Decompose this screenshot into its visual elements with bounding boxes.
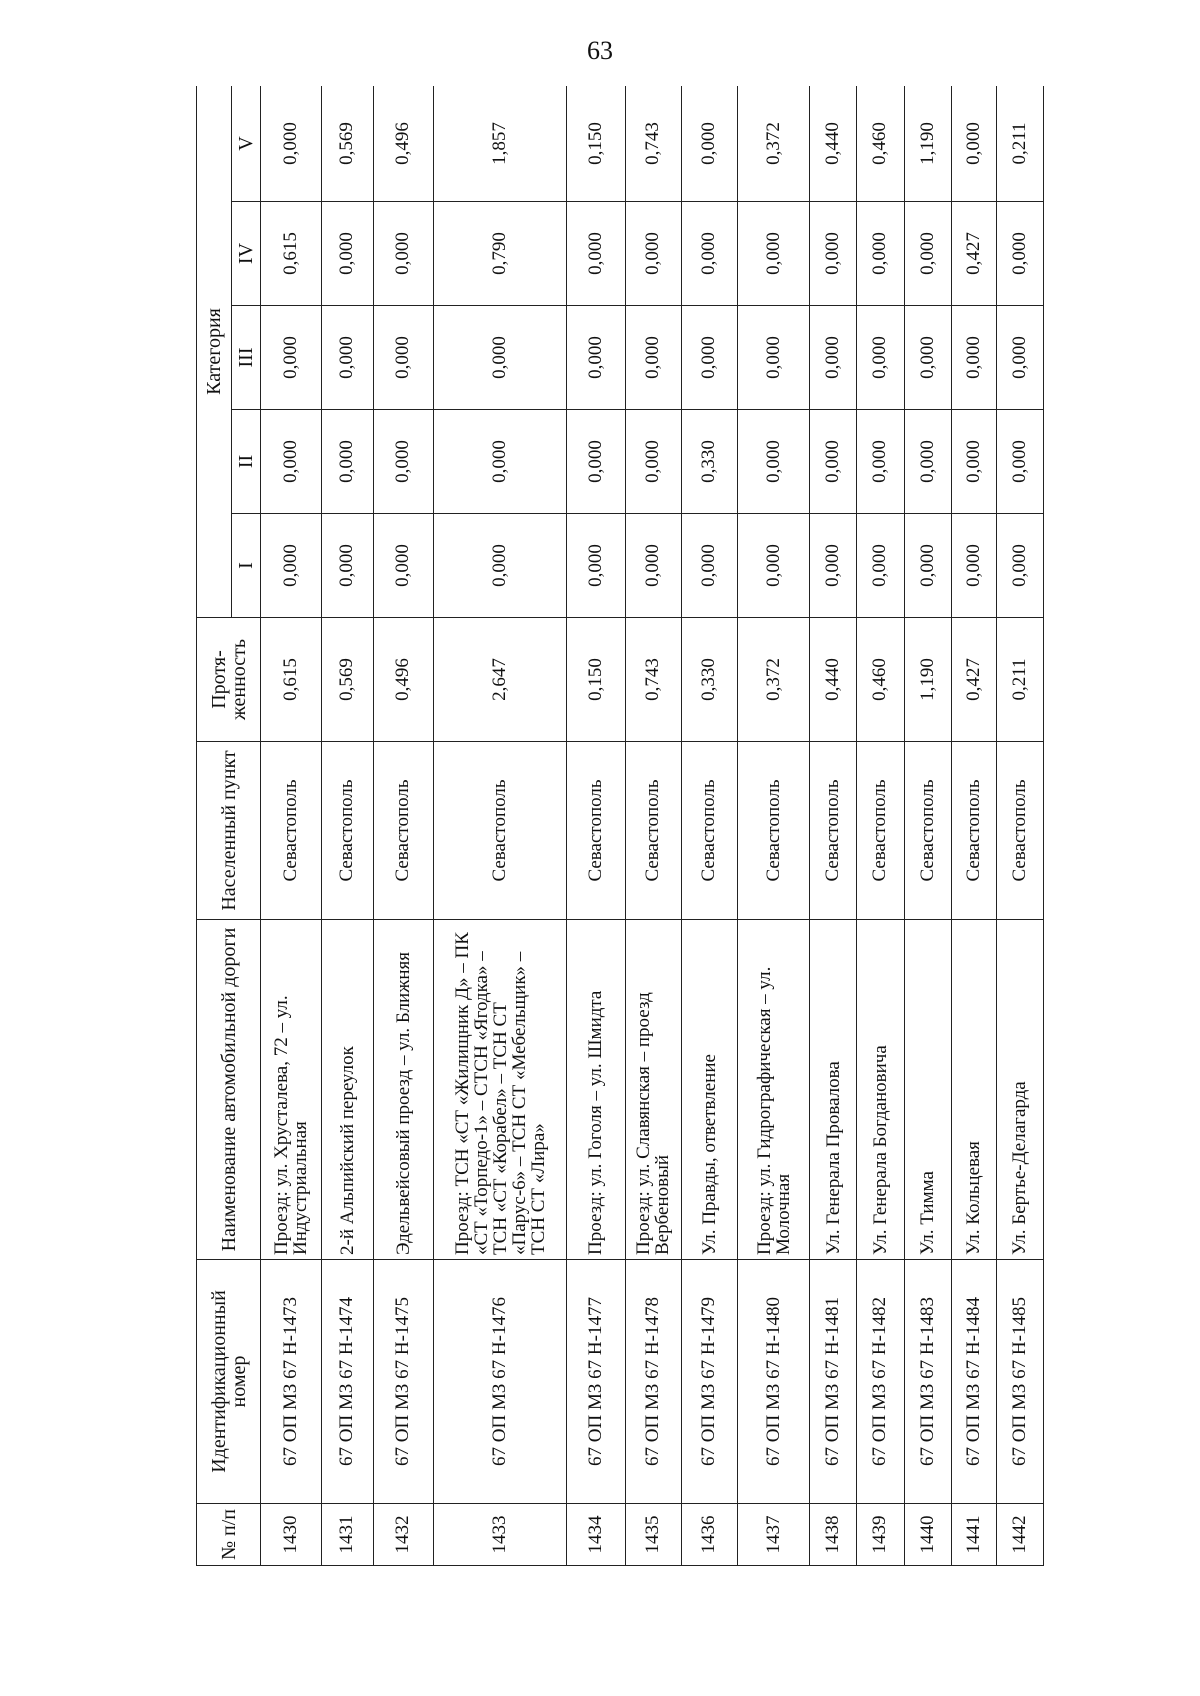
category-iv-value: 0,000 — [810, 202, 857, 306]
category-ii-value: 0,000 — [434, 410, 567, 514]
category-iv-value: 0,000 — [996, 202, 1043, 306]
row-number: 1436 — [681, 1504, 737, 1566]
category-v-value: 0,460 — [857, 86, 904, 202]
category-iv-value: 0,427 — [951, 202, 996, 306]
table-row — [321, 86, 373, 1566]
table-row — [261, 86, 322, 1566]
road-name: Эдельвейсовый проезд – ул. Ближняя — [373, 920, 434, 1260]
category-v-value: 0,000 — [261, 86, 322, 202]
category-v-value: 1,190 — [904, 86, 951, 202]
length-value: 0,211 — [996, 618, 1043, 742]
row-number: 1437 — [738, 1504, 810, 1566]
row-number: 1440 — [904, 1504, 951, 1566]
road-name: Ул. Генерала Богдановича — [857, 920, 904, 1260]
category-ii-value: 0,000 — [738, 410, 810, 514]
road-name: Ул. Тимма — [904, 920, 951, 1260]
category-iii-value: 0,000 — [261, 306, 322, 410]
road-name: Ул. Генерала Провалова — [810, 920, 857, 1260]
table-row — [681, 86, 737, 1566]
category-iv-value: 0,000 — [681, 202, 737, 306]
locality: Севастополь — [681, 742, 737, 920]
locality: Севастополь — [904, 742, 951, 920]
road-name: Проезд: ТСН «СТ «Жилищник Д» – ПК «СТ «Торпедо-1» – СТСН «Ягодка» – ТСН «СТ «Корабел» – ТСН СТ «Парус-6» – ТСН СТ «Мебельщик» – ТСН СТ «Лира» — [434, 920, 567, 1260]
id-code: 67 ОП МЗ 67 Н-1478 — [625, 1260, 681, 1504]
category-iii-value: 0,000 — [857, 306, 904, 410]
length-value: 0,569 — [321, 618, 373, 742]
row-number: 1438 — [810, 1504, 857, 1566]
category-iii-value: 0,000 — [951, 306, 996, 410]
locality: Севастополь — [261, 742, 322, 920]
length-value: 0,496 — [373, 618, 434, 742]
category-iii-value: 0,000 — [738, 306, 810, 410]
category-i-value: 0,000 — [951, 514, 996, 618]
id-code: 67 ОП МЗ 67 Н-1482 — [857, 1260, 904, 1504]
locality: Севастополь — [857, 742, 904, 920]
locality: Севастополь — [625, 742, 681, 920]
category-ii-value: 0,000 — [567, 410, 626, 514]
road-name: Проезд: ул. Гоголя – ул. Шмидта — [567, 920, 626, 1260]
header-category: Категория — [197, 86, 232, 618]
category-i-value: 0,000 — [567, 514, 626, 618]
table-row — [996, 86, 1043, 1566]
table-row — [434, 86, 567, 1566]
category-i-value: 0,000 — [261, 514, 322, 618]
category-v-value: 1,857 — [434, 86, 567, 202]
locality: Севастополь — [996, 742, 1043, 920]
category-v-value: 0,000 — [951, 86, 996, 202]
category-v-value: 0,569 — [321, 86, 373, 202]
id-code: 67 ОП МЗ 67 Н-1485 — [996, 1260, 1043, 1504]
category-iii-value: 0,000 — [373, 306, 434, 410]
length-value: 0,440 — [810, 618, 857, 742]
category-iii-value: 0,000 — [567, 306, 626, 410]
category-iv-value: 0,000 — [738, 202, 810, 306]
category-v-value: 0,000 — [681, 86, 737, 202]
table-row — [373, 86, 434, 1566]
category-iv-value: 0,615 — [261, 202, 322, 306]
category-i-value: 0,000 — [373, 514, 434, 618]
header-cat-iv: IV — [232, 202, 261, 306]
length-value: 0,150 — [567, 618, 626, 742]
category-ii-value: 0,000 — [996, 410, 1043, 514]
road-name: Проезд: ул. Славянская – проезд Вербеновый — [625, 920, 681, 1260]
category-i-value: 0,000 — [321, 514, 373, 618]
category-i-value: 0,000 — [625, 514, 681, 618]
category-ii-value: 0,000 — [261, 410, 322, 514]
table-row — [738, 86, 810, 1566]
category-ii-value: 0,000 — [810, 410, 857, 514]
page-number: 63 — [587, 36, 613, 65]
rotated-table-frame — [196, 86, 1044, 1566]
category-iv-value: 0,000 — [857, 202, 904, 306]
row-number: 1432 — [373, 1504, 434, 1566]
category-iv-value: 0,000 — [625, 202, 681, 306]
category-iii-value: 0,000 — [810, 306, 857, 410]
table-row — [810, 86, 857, 1566]
header-name: Наименование автомобильной дороги — [197, 920, 261, 1260]
id-code: 67 ОП МЗ 67 Н-1473 — [261, 1260, 322, 1504]
length-value: 0,372 — [738, 618, 810, 742]
id-code: 67 ОП МЗ 67 Н-1474 — [321, 1260, 373, 1504]
id-code: 67 ОП МЗ 67 Н-1484 — [951, 1260, 996, 1504]
category-ii-value: 0,000 — [951, 410, 996, 514]
road-name: 2-й Альпийский переулок — [321, 920, 373, 1260]
row-number: 1441 — [951, 1504, 996, 1566]
length-value: 0,330 — [681, 618, 737, 742]
category-v-value: 0,496 — [373, 86, 434, 202]
road-name: Ул. Правды, ответвление — [681, 920, 737, 1260]
header-num: № п/п — [197, 1504, 261, 1566]
length-value: 0,427 — [951, 618, 996, 742]
id-code: 67 ОП МЗ 67 Н-1475 — [373, 1260, 434, 1504]
id-code: 67 ОП МЗ 67 Н-1479 — [681, 1260, 737, 1504]
category-ii-value: 0,000 — [373, 410, 434, 514]
header-cat-i: I — [232, 514, 261, 618]
row-number: 1430 — [261, 1504, 322, 1566]
category-ii-value: 0,000 — [625, 410, 681, 514]
category-i-value: 0,000 — [904, 514, 951, 618]
category-ii-value: 0,000 — [857, 410, 904, 514]
category-iv-value: 0,000 — [373, 202, 434, 306]
length-value: 1,190 — [904, 618, 951, 742]
category-iv-value: 0,000 — [567, 202, 626, 306]
category-ii-value: 0,330 — [681, 410, 737, 514]
header-city: Населенный пункт — [197, 742, 261, 920]
header-cat-v: V — [232, 86, 261, 202]
category-iii-value: 0,000 — [681, 306, 737, 410]
category-ii-value: 0,000 — [321, 410, 373, 514]
header-cat-iii: III — [232, 306, 261, 410]
category-ii-value: 0,000 — [904, 410, 951, 514]
id-code: 67 ОП МЗ 67 Н-1480 — [738, 1260, 810, 1504]
header-code: Идентификационный номер — [197, 1260, 261, 1504]
category-iii-value: 0,000 — [625, 306, 681, 410]
row-number: 1439 — [857, 1504, 904, 1566]
category-v-value: 0,440 — [810, 86, 857, 202]
locality: Севастополь — [321, 742, 373, 920]
category-iii-value: 0,000 — [996, 306, 1043, 410]
category-iv-value: 0,000 — [321, 202, 373, 306]
road-name: Проезд: ул. Гидрографическая – ул. Молочная — [738, 920, 810, 1260]
row-number: 1442 — [996, 1504, 1043, 1566]
category-v-value: 0,743 — [625, 86, 681, 202]
locality: Севастополь — [373, 742, 434, 920]
road-name: Ул. Бертье-Делагарда — [996, 920, 1043, 1260]
length-value: 0,615 — [261, 618, 322, 742]
category-i-value: 0,000 — [681, 514, 737, 618]
header-row-1 — [197, 86, 232, 1566]
category-iii-value: 0,000 — [904, 306, 951, 410]
row-number: 1431 — [321, 1504, 373, 1566]
category-iv-value: 0,790 — [434, 202, 567, 306]
id-code: 67 ОП МЗ 67 Н-1483 — [904, 1260, 951, 1504]
category-i-value: 0,000 — [810, 514, 857, 618]
table-row — [951, 86, 996, 1566]
category-v-value: 0,150 — [567, 86, 626, 202]
category-i-value: 0,000 — [857, 514, 904, 618]
header-cat-ii: II — [232, 410, 261, 514]
category-iii-value: 0,000 — [434, 306, 567, 410]
length-value: 0,743 — [625, 618, 681, 742]
roads-table-body — [261, 86, 1044, 1566]
id-code: 67 ОП МЗ 67 Н-1476 — [434, 1260, 567, 1504]
road-name: Ул. Кольцевая — [951, 920, 996, 1260]
length-value: 2,647 — [434, 618, 567, 742]
header-length: Протя-женность — [197, 618, 261, 742]
locality: Севастополь — [951, 742, 996, 920]
locality: Севастополь — [810, 742, 857, 920]
category-i-value: 0,000 — [434, 514, 567, 618]
id-code: 67 ОП МЗ 67 Н-1477 — [567, 1260, 626, 1504]
category-i-value: 0,000 — [738, 514, 810, 618]
row-number: 1433 — [434, 1504, 567, 1566]
category-v-value: 0,372 — [738, 86, 810, 202]
category-v-value: 0,211 — [996, 86, 1043, 202]
table-row — [857, 86, 904, 1566]
category-i-value: 0,000 — [996, 514, 1043, 618]
locality: Севастополь — [738, 742, 810, 920]
row-number: 1435 — [625, 1504, 681, 1566]
table-row — [904, 86, 951, 1566]
locality: Севастополь — [567, 742, 626, 920]
table-row — [567, 86, 626, 1566]
table-row — [625, 86, 681, 1566]
roads-table-container — [196, 86, 1044, 1566]
id-code: 67 ОП МЗ 67 Н-1481 — [810, 1260, 857, 1504]
locality: Севастополь — [434, 742, 567, 920]
road-name: Проезд: ул. Хрусталева, 72 – ул. Индустриальная — [261, 920, 322, 1260]
category-iii-value: 0,000 — [321, 306, 373, 410]
length-value: 0,460 — [857, 618, 904, 742]
category-iv-value: 0,000 — [904, 202, 951, 306]
roads-table — [196, 86, 1044, 1566]
row-number: 1434 — [567, 1504, 626, 1566]
